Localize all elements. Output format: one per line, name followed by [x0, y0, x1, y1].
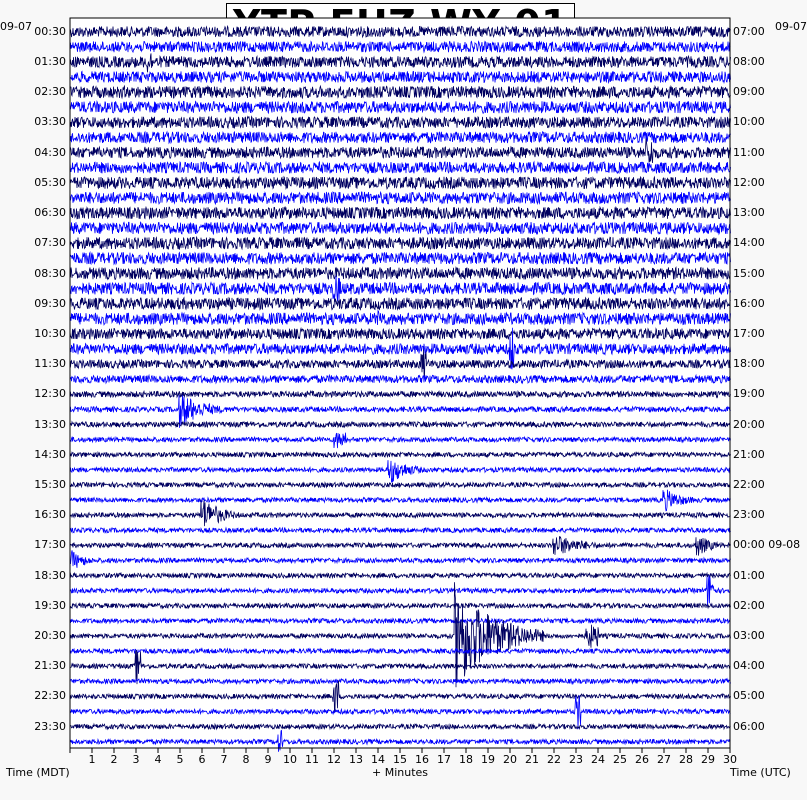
x-tick-label: 27	[657, 753, 671, 766]
x-tick-label: 5	[176, 753, 184, 766]
left-time-label: 04:30	[34, 145, 66, 159]
x-axis-title: + Minutes	[372, 766, 429, 779]
x-tick-label: 15	[393, 753, 407, 766]
right-time-label: 00:00 09-08	[733, 538, 801, 552]
left-time-label: 03:30	[34, 115, 66, 129]
right-time-label: 07:00	[733, 24, 765, 38]
x-tick-label: 30	[723, 753, 737, 766]
left-time-label: 12:30	[34, 387, 66, 401]
x-tick-label: 11	[305, 753, 319, 766]
x-tick-label: 24	[591, 753, 605, 766]
right-time-label: 20:00	[733, 417, 765, 431]
left-time-label: 23:30	[34, 719, 66, 733]
left-time-label: 10:30	[34, 326, 66, 340]
x-tick-label: 10	[283, 753, 297, 766]
left-time-label: 08:30	[34, 266, 66, 280]
left-time-label: 21:30	[34, 659, 66, 673]
right-time-label: 22:00	[733, 477, 765, 491]
x-tick-label: 19	[481, 753, 495, 766]
left-time-label: 19:30	[34, 598, 66, 612]
left-time-label: 15:30	[34, 477, 66, 491]
right-time-label: 05:00	[733, 689, 765, 703]
x-tick-label: 21	[525, 753, 539, 766]
x-tick-label: 23	[569, 753, 583, 766]
left-time-label: 02:30	[34, 85, 66, 99]
x-tick-label: 29	[701, 753, 715, 766]
x-tick-label: 28	[679, 753, 693, 766]
right-time-label: 21:00	[733, 447, 765, 461]
x-tick-label: 9	[264, 753, 272, 766]
right-time-label: 12:00	[733, 175, 765, 189]
right-time-label: 15:00	[733, 266, 765, 280]
left-time-label: 22:30	[34, 689, 66, 703]
right-time-label: 14:00	[733, 236, 765, 250]
x-tick-label: 14	[371, 753, 385, 766]
right-time-label: 16:00	[733, 296, 765, 310]
left-time-label: 11:30	[34, 357, 66, 371]
right-time-label: 10:00	[733, 115, 765, 129]
x-tick-label: 22	[547, 753, 561, 766]
right-time-label: 13:00	[733, 206, 765, 220]
left-time-label: 01:30	[34, 55, 66, 69]
right-time-label: 04:00	[733, 659, 765, 673]
right-time-label: 01:00	[733, 568, 765, 582]
x-tick-label: 20	[503, 753, 517, 766]
x-tick-label: 7	[220, 753, 228, 766]
right-time-label: 18:00	[733, 357, 765, 371]
x-tick-label: 1	[88, 753, 96, 766]
x-tick-label: 16	[415, 753, 429, 766]
right-time-label: 17:00	[733, 326, 765, 340]
left-time-label: 09:30	[34, 296, 66, 310]
x-tick-label: 8	[242, 753, 250, 766]
left-time-label: 05:30	[34, 175, 66, 189]
x-tick-label: 4	[154, 753, 162, 766]
x-tick-label: 6	[198, 753, 206, 766]
x-tick-label: 18	[459, 753, 473, 766]
right-time-label: 03:00	[733, 629, 765, 643]
right-time-label: 11:00	[733, 145, 765, 159]
x-tick-label: 3	[132, 753, 140, 766]
x-tick-label: 13	[349, 753, 363, 766]
left-time-label: 07:30	[34, 236, 66, 250]
right-time-label: 06:00	[733, 719, 765, 733]
left-time-label: 13:30	[34, 417, 66, 431]
left-time-label: 20:30	[34, 629, 66, 643]
left-date-label: 09-07	[0, 20, 32, 33]
right-date-label: 09-07	[775, 20, 807, 33]
right-time-label: 19:00	[733, 387, 765, 401]
left-time-label: 16:30	[34, 508, 66, 522]
right-time-label: 23:00	[733, 508, 765, 522]
x-tick-label: 26	[635, 753, 649, 766]
x-tick-label: 12	[327, 753, 341, 766]
left-time-label: 14:30	[34, 447, 66, 461]
left-time-label: 06:30	[34, 206, 66, 220]
left-axis-title: Time (MDT)	[6, 766, 70, 779]
right-time-label: 09:00	[733, 85, 765, 99]
right-time-label: 02:00	[733, 598, 765, 612]
right-time-label: 08:00	[733, 55, 765, 69]
x-tick-label: 17	[437, 753, 451, 766]
x-tick-label: 2	[110, 753, 118, 766]
right-axis-title: Time (UTC)	[730, 766, 791, 779]
left-time-label: 17:30	[34, 538, 66, 552]
left-time-label: 00:30	[34, 24, 66, 38]
left-time-label: 18:30	[34, 568, 66, 582]
x-tick-label: 25	[613, 753, 627, 766]
